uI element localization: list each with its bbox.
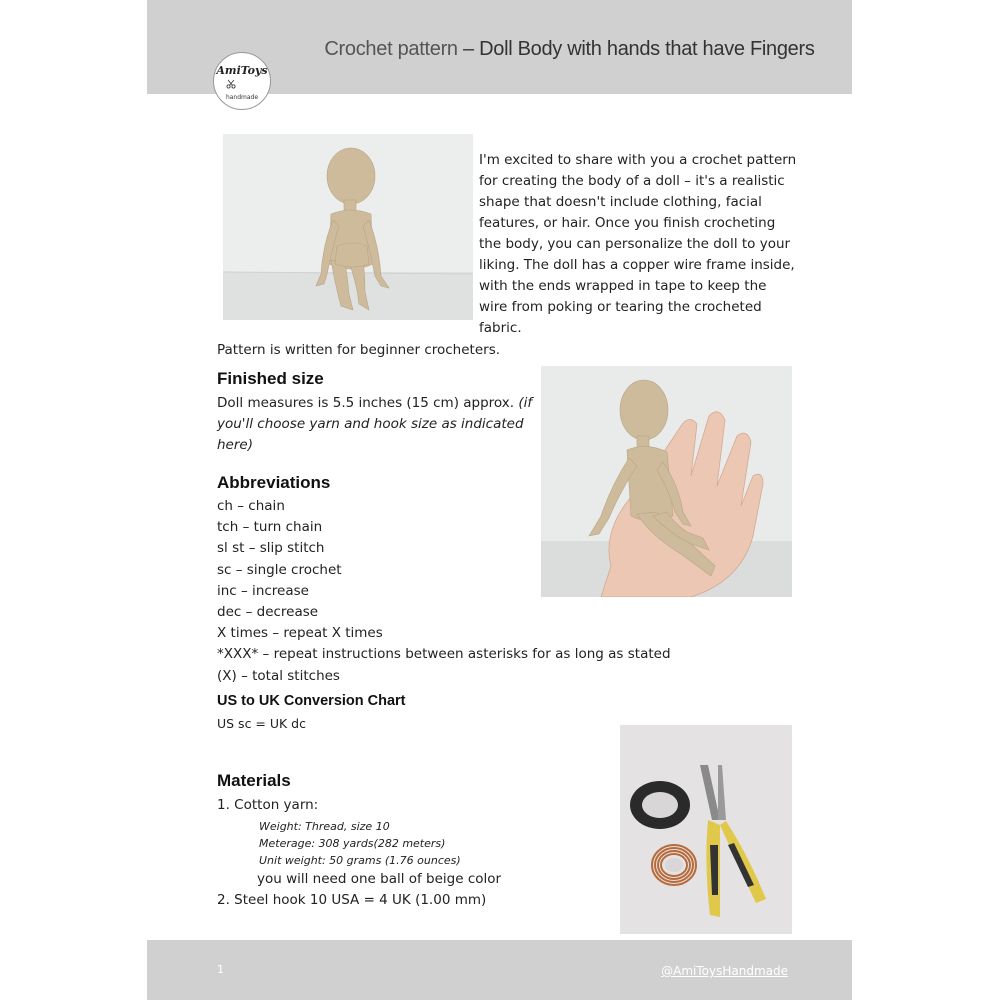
finished-size-note: (if you'll choose yarn and hook size as indicated here) (217, 395, 533, 453)
logo-name: AmiToys (216, 64, 268, 77)
materials-heading: Materials (217, 771, 291, 790)
photo-tools (620, 725, 792, 934)
social-handle-link[interactable]: @AmiToysHandmade (661, 964, 788, 978)
materials-yarn-weight: Weight: Thread, size 10 (259, 820, 390, 833)
intro-paragraph: I'm excited to share with you a crochet pattern for creating the body of a doll – it's a realistic shape that doesn't include clothing, facial features, or hair. Once you finish crocheting the body, you can personalize the doll to your liking. The doll has a copper wire frame inside, with the ends wrapped in tape to keep the wire from poking or tearing the crocheted fabric. (479, 152, 797, 336)
finished-size-value: Doll measures is 5.5 inches (15 cm) approx. (217, 395, 515, 411)
title-separator: – (457, 38, 480, 60)
materials-item-hook: 2. Steel hook 10 USA = 4 UK (1.00 mm) (217, 892, 487, 908)
list-item: dec – decrease (217, 604, 319, 621)
list-item: tch – turn chain (217, 519, 323, 536)
scissors-icon (226, 79, 236, 89)
list-item: inc – increase (217, 582, 309, 599)
document-page (147, 0, 852, 1000)
materials-yarn-meterage: Meterage: 308 yards(282 meters) (259, 837, 446, 850)
conversion-heading: US to UK Conversion Chart (217, 693, 406, 709)
finished-size-heading: Finished size (217, 369, 324, 388)
list-item: ch – chain (217, 498, 285, 514)
materials-item-yarn: 1. Cotton yarn: (217, 797, 319, 813)
finished-size-text (217, 393, 537, 456)
skill-note: Pattern is written for beginner crocheters. (217, 342, 501, 358)
list-item: *XXX* – repeat instructions between asterisks for as long as stated (217, 646, 671, 663)
materials-yarn-note: you will need one ball of beige color (257, 871, 502, 887)
abbreviations-heading: Abbreviations (217, 473, 331, 492)
list-item: (X) – total stitches (217, 667, 340, 684)
abbreviations-list (217, 496, 671, 687)
page-number: 1 (217, 963, 224, 976)
list-item: X times – repeat X times (217, 625, 383, 642)
list-item: sl st – slip stitch (217, 540, 325, 557)
title-lead: Crochet pattern (324, 38, 458, 60)
materials-yarn-unit-weight: Unit weight: 50 grams (1.76 ounces) (259, 854, 461, 867)
title-main: Doll Body with hands that have Fingers (479, 38, 815, 60)
brand-logo (213, 52, 271, 110)
photo-doll-sitting (223, 134, 473, 320)
conversion-text: US sc = UK dc (217, 716, 306, 731)
logo-subtitle: handmade (225, 94, 259, 101)
list-item: sc – single crochet (217, 561, 342, 578)
